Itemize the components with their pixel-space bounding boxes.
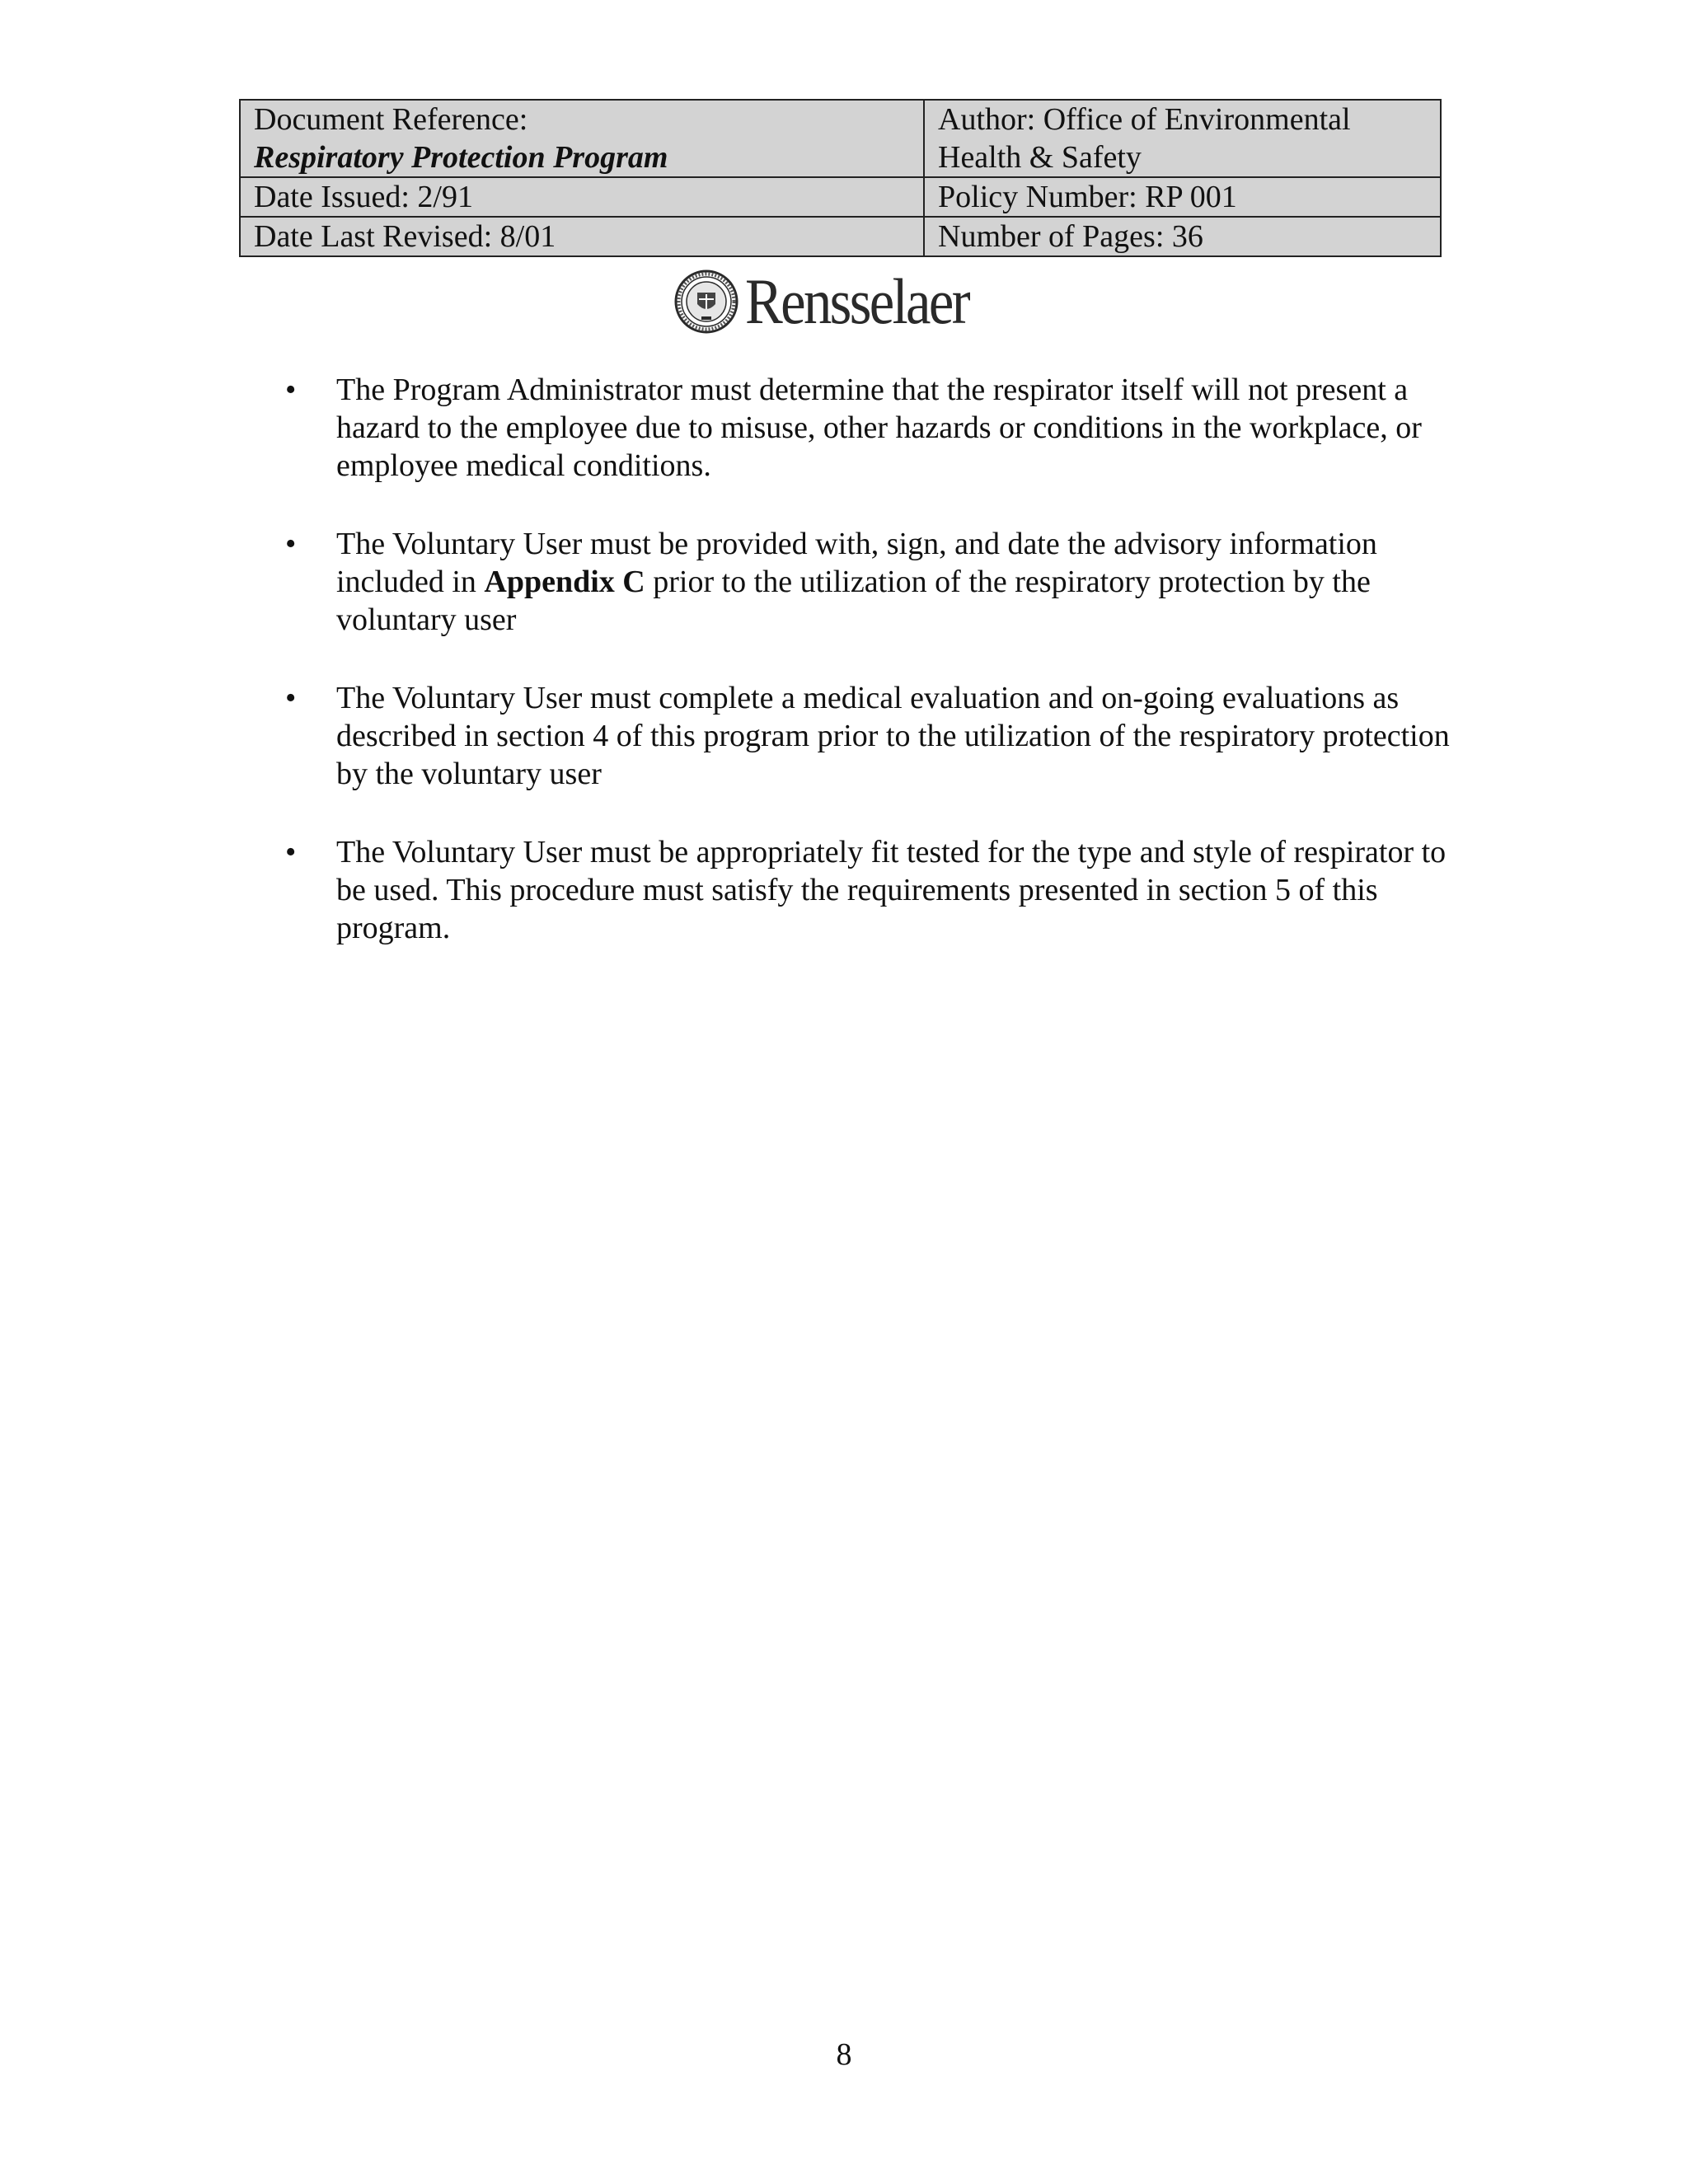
bullet-text: The Voluntary User must complete a medical evaluation and on-going evaluations as described in section 4 of this program prior to the utilization of the respiratory protection by the voluntary user	[336, 681, 1450, 791]
header-row	[240, 100, 1441, 177]
list-item	[285, 371, 1456, 485]
bullet-text	[336, 525, 1456, 639]
author-text: Author: Office of Environmental	[938, 102, 1351, 137]
number-of-pages-cell: Number of Pages: 36	[924, 217, 1441, 256]
page-number: 8	[836, 2037, 852, 2072]
appendix-reference: Appendix C	[484, 565, 645, 599]
bullet-text: The Program Administrator must determine that the respirator itself will not present a hazard to the employee due to misuse, other hazards or conditions in the workplace, or employee medical conditions.	[336, 373, 1422, 483]
document-reference-label: Document Reference:	[254, 102, 528, 137]
author-text-line2: Health & Safety	[938, 140, 1142, 175]
bullet-text: The Voluntary User must be appropriately fit tested for the type and style of respirator to be used. This procedure must satisfy the requirements presented in section 5 of this program.	[336, 835, 1447, 945]
author-cell	[924, 100, 1441, 177]
bullet-icon: •	[285, 835, 297, 869]
bullet-icon: •	[285, 681, 297, 715]
list-item	[285, 525, 1456, 639]
university-seal-icon	[674, 269, 738, 334]
document-reference-title: Respiratory Protection Program	[254, 140, 668, 175]
date-last-revised-cell: Date Last Revised: 8/01	[240, 217, 924, 256]
rensselaer-logo	[674, 265, 999, 337]
document-reference-cell	[240, 100, 924, 177]
bullet-text-part: The Voluntary User must be provided with, sign, and date the advisory information included in	[336, 527, 1377, 599]
header-row	[240, 177, 1441, 217]
list-item	[285, 833, 1456, 947]
bullet-icon: •	[285, 527, 297, 561]
list-item	[285, 679, 1456, 793]
bullet-list	[285, 371, 1456, 987]
document-header-table	[239, 99, 1442, 257]
date-issued-cell: Date Issued: 2/91	[240, 177, 924, 217]
bullet-text-part: prior to the utilization of the respiratory protection by the voluntary user	[336, 565, 1371, 637]
bullet-icon: •	[285, 373, 297, 407]
header-row	[240, 217, 1441, 256]
logo-wordmark: Rensselaer	[745, 265, 968, 337]
policy-number-cell: Policy Number: RP 001	[924, 177, 1441, 217]
